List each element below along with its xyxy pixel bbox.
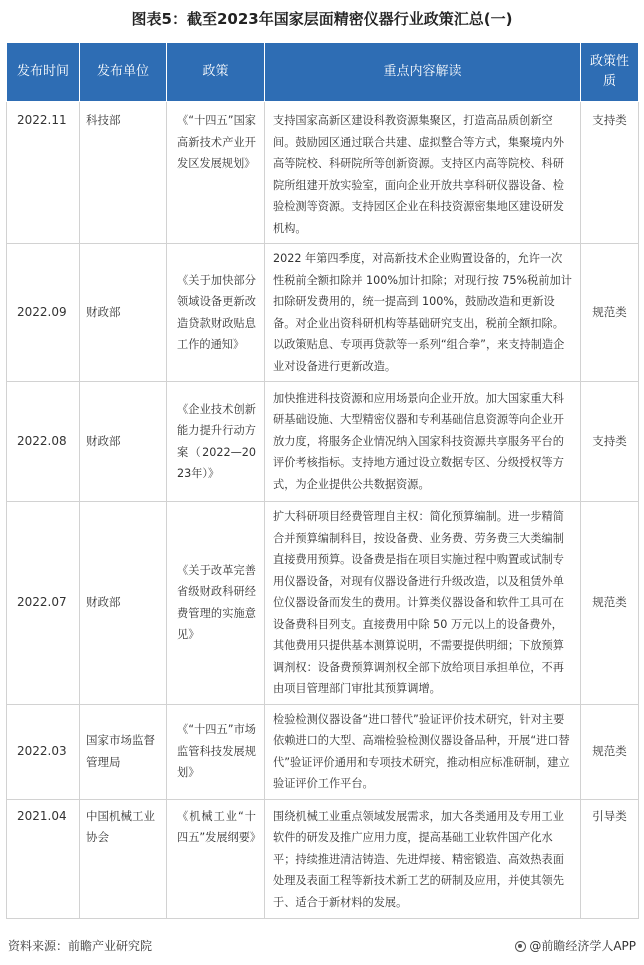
- cell-date: 2021.04: [7, 799, 80, 918]
- header-nature: 政策性质: [581, 43, 639, 102]
- page-title: 图表5：截至2023年国家层面精密仪器行业政策汇总(一): [131, 10, 513, 28]
- cell-content: 检验检测仪器设备“进口替代”验证评价技术研究，针对主要依赖进口的大型、高端检验检测仪器设备品种，开展“进口替代”验证评价通用和专项技术研究，推动相应标准研制，建立验证评价工作平台。: [265, 704, 581, 799]
- cell-content: 围绕机械工业重点领域发展需求，加大各类通用及专用工业软件的研发及推广应用力度，提高基础工业软件国产化水平；持续推进清洁铸造、先进焊接、精密锻造、高效热表面处理及表面工程等新技术新工艺的研制及应用，并使其领先于、适合于新材料的发展。: [265, 799, 581, 918]
- cell-unit: 财政部: [80, 502, 167, 705]
- cell-policy: 《“十四五”市场监管科技发展规划》: [167, 704, 265, 799]
- cell-unit: 财政部: [80, 382, 167, 502]
- cell-date: 2022.08: [7, 382, 80, 502]
- brand-credit-text: @前瞻经济学人APP: [529, 939, 636, 953]
- cell-policy: 《关于改革完善省级财政科研经费管理的实施意见》: [167, 502, 265, 705]
- header-policy: 政策: [167, 43, 265, 102]
- cell-unit: 中国机械工业协会: [80, 799, 167, 918]
- header-unit: 发布单位: [80, 43, 167, 102]
- table-row: [7, 704, 639, 799]
- cell-nature: 支持类: [581, 102, 639, 244]
- cell-content: 2022 年第四季度，对高新技术企业购置设备的，允许一次性税前全额扣除并 100%加计扣除；对现行按 75%税前加计扣除研发费用的，统一提高到 100%，鼓励改造和更新设备。对企业出资科研机构等基础研究支出，税前全额扣除。以政策贴息、专项再贷款等一系列“组合拳”，来支持制造企业对设备进行更新改造。: [265, 244, 581, 382]
- cell-nature: 支持类: [581, 382, 639, 502]
- table-row: [7, 102, 639, 244]
- cell-date: 2022.09: [7, 244, 80, 382]
- cell-policy: 《“十四五”国家高新技术产业开发区发展规划》: [167, 102, 265, 244]
- brand-credit: [515, 937, 636, 954]
- cell-nature: 规范类: [581, 704, 639, 799]
- cell-date: 2022.11: [7, 102, 80, 244]
- cell-unit: 国家市场监督管理局: [80, 704, 167, 799]
- cell-unit: 财政部: [80, 244, 167, 382]
- cell-content: 加快推进科技资源和应用场景向企业开放。加大国家重大科研基础设施、大型精密仪器和专利基础信息资源等向企业开放力度，将服务企业情况纳入国家科技资源共享服务平台的评价考核指标。支持地方通过设立数据专区、分级授权等方式，为企业提供公共数据资源。: [265, 382, 581, 502]
- cell-content: 扩大科研项目经费管理自主权：简化预算编制。进一步精简合并预算编制科目，按设备费、业务费、劳务费三大类编制直接费用预算。设备费是指在项目实施过程中购置或试制专用仪器设备，对现有仪器设备进行升级改造，以及租赁外单位仪器设备而发生的费用。计算类仪器设备和软件工具可在设备费科目列支。直接费用中除 50 万元以上的设备费外，其他费用只提供基本测算说明，不需要提供明细；下放预算调剂权：设备费预算调剂权全部下放给项目承担单位，不再由项目管理部门审批其预算调增。: [265, 502, 581, 705]
- cell-policy: 《关于加快部分领域设备更新改造贷款财政贴息工作的通知》: [167, 244, 265, 382]
- table-row: [7, 244, 639, 382]
- table-row: [7, 799, 639, 918]
- cell-policy: 《机械工业“十四五”发展纲要》: [167, 799, 265, 918]
- cell-date: 2022.07: [7, 502, 80, 705]
- table-header-row: [7, 43, 639, 102]
- header-content: 重点内容解读: [265, 43, 581, 102]
- cell-content: 支持国家高新区建设科教资源集聚区，打造高品质创新空间。鼓励园区通过联合共建、虚拟整合等方式，集聚境内外高等院校、科研院所等创新资源。支持区内高等院校、科研院所组建开放实验室，面向企业开放共享科研仪器设备、检验检测等资源。支持园区企业在科技资源密集地区建设研发机构。: [265, 102, 581, 244]
- source-note: 资料来源：前瞻产业研究院: [8, 939, 153, 953]
- policy-table: [6, 42, 639, 919]
- cell-nature: 规范类: [581, 244, 639, 382]
- table-row: [7, 382, 639, 502]
- cell-nature: 规范类: [581, 502, 639, 705]
- header-date: 发布时间: [7, 43, 80, 102]
- cell-unit: 科技部: [80, 102, 167, 244]
- cell-policy: 《企业技术创新能力提升行动方案（2022—2023年）》: [167, 382, 265, 502]
- brand-logo-icon: [515, 941, 526, 952]
- table-row: [7, 502, 639, 705]
- cell-date: 2022.03: [7, 704, 80, 799]
- cell-nature: 引导类: [581, 799, 639, 918]
